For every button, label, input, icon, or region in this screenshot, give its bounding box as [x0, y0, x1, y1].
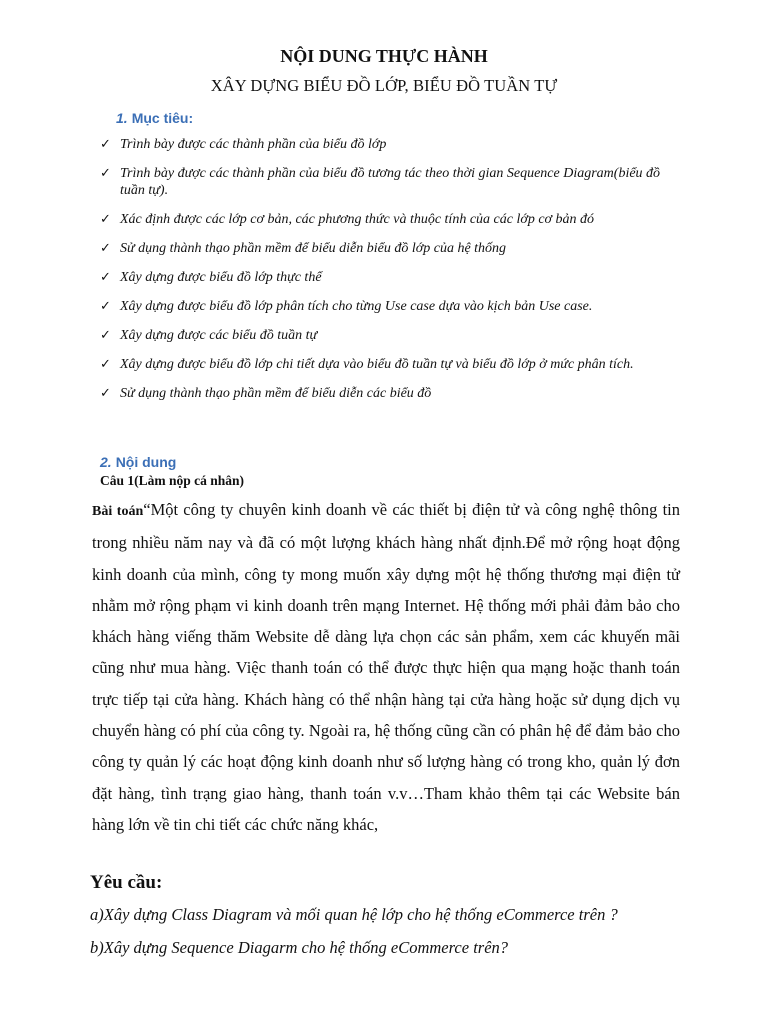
objective-text: Xây dựng được biểu đồ lớp thực thể [120, 270, 322, 285]
objective-item [100, 136, 670, 153]
objective-text: Xác định được các lớp cơ bản, các phương thức và thuộc tính của các lớp cơ bản đó [120, 212, 595, 227]
problem-paragraph [92, 494, 680, 840]
objective-text: Trình bày được các thành phần của biểu đồ lớp [120, 137, 387, 152]
page-subtitle: XÂY DỰNG BIỂU ĐỒ LỚP, BIỂU ĐỒ TUẦN TỰ [210, 76, 558, 95]
objective-item [100, 240, 670, 257]
section-number: 2. [100, 454, 112, 470]
section-label: Mục tiêu: [131, 110, 194, 126]
checkmark-icon: ✓ [100, 328, 111, 343]
objective-item [100, 269, 670, 286]
objective-text: Xây dựng được các biểu đồ tuần tự [120, 328, 318, 343]
objective-item [100, 298, 670, 315]
objective-text: Xây dựng được biểu đồ lớp chi tiết dựa vào biểu đồ tuần tự và biểu đồ lớp ở mức phân tích. [120, 357, 634, 372]
checkmark-icon: ✓ [100, 212, 111, 227]
checkmark-icon: ✓ [100, 386, 111, 401]
page-title: NỘI DUNG THỰC HÀNH [280, 46, 488, 66]
requirement-b: b)Xây dựng Sequence Diagarm cho hệ thống eCommerce trên? [90, 938, 509, 957]
section-heading-content [100, 454, 176, 470]
requirement-a: a)Xây dựng Class Diagram và mối quan hệ lớp cho hệ thống eCommerce trên ? [90, 905, 618, 924]
objective-item [100, 165, 670, 199]
objective-item [100, 211, 670, 228]
question-heading: Câu 1(Làm nộp cá nhân) [100, 473, 245, 488]
problem-text: “Một công ty chuyên kinh doanh về các thiết bị điện tử và công nghệ thông tin trong nhiều năm nay và đã có một lượng khách hàng nhất định.Để mở rộng hoạt động kinh doanh của mình, công ty mong muốn xây dựng một hệ thống thương mại điện tử nhằm mở rộng phạm vi kinh doanh trên mạng Internet. Hệ thống mới phải đảm bảo cho khách hàng viếng thăm Website dễ dàng lựa chọn các sản phẩm, xem các khuyến mãi cũng như mua hàng. Việc thanh toán có thể được thực hiện qua mạng hoặc thanh toán trực tiếp tại cửa hàng. Khách hàng có thể nhận hàng tại cửa hàng hoặc sử dụng dịch vụ chuyển hàng có phí của công ty. Ngoài ra, hệ thống cũng cần có phân hệ để đảm bảo cho công ty quản lý các hoạt động kinh doanh như số lượng hàng có trong kho, quản lý đơn đặt hàng, tình trạng giao hàng, thanh toán v.v…Tham khảo thêm tại các Website bán hàng lớn về tin chi tiết các chức năng khác, [92, 500, 680, 834]
objective-text: Xây dựng được biểu đồ lớp phân tích cho từng Use case dựa vào kịch bản Use case. [120, 299, 593, 314]
checkmark-icon: ✓ [100, 299, 111, 314]
objective-text: Trình bày được các thành phần của biểu đồ tương tác theo thời gian Sequence Diagram(biểu đồ tuần tự). [120, 166, 661, 198]
section-heading-objectives [116, 110, 193, 126]
section-label: Nội dung [115, 454, 177, 470]
checkmark-icon: ✓ [100, 357, 111, 372]
checkmark-icon: ✓ [100, 241, 111, 256]
objective-item [100, 385, 670, 402]
problem-lead: Bài toán [92, 504, 144, 519]
checkmark-icon: ✓ [100, 270, 111, 285]
checkmark-icon: ✓ [100, 166, 111, 181]
objective-text: Sử dụng thành thạo phần mềm để biểu diễn biểu đồ lớp của hệ thống [120, 241, 507, 256]
objective-item [100, 356, 670, 373]
checkmark-icon: ✓ [100, 137, 111, 152]
requirements-heading: Yêu cầu: [90, 872, 163, 893]
objective-item [100, 327, 670, 344]
section-number: 1. [116, 110, 128, 126]
objectives-list [100, 136, 670, 414]
objective-text: Sử dụng thành thạo phần mềm để biểu diễn các biểu đồ [120, 386, 432, 401]
